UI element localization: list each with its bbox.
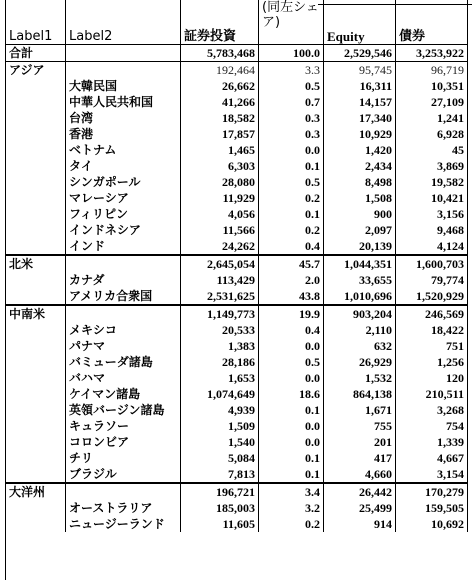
cell-bonds: 3,154 xyxy=(396,466,468,483)
cell-investment: 41,266 xyxy=(181,94,259,110)
country-row xyxy=(6,338,468,354)
cell-bonds: 18,422 xyxy=(396,322,468,338)
cell-investment: 4,939 xyxy=(181,402,259,418)
country-row xyxy=(6,434,468,450)
cell-share: 0.0 xyxy=(259,370,324,386)
cell-share: 0.1 xyxy=(259,450,324,466)
cell-investment: 2,645,054 xyxy=(181,255,259,272)
header-row xyxy=(6,0,468,45)
header-share: (同左シェア) xyxy=(259,0,324,45)
country-row xyxy=(6,142,468,158)
cell-bonds: 210,511 xyxy=(396,386,468,402)
cell-investment: 2,531,625 xyxy=(181,288,259,305)
cell-bonds: 751 xyxy=(396,338,468,354)
cell-equity: 16,311 xyxy=(324,78,396,94)
total-row xyxy=(6,45,468,62)
cell-label1 xyxy=(6,500,66,516)
cell-equity: 26,442 xyxy=(324,483,396,500)
cell-investment: 24,262 xyxy=(181,238,259,255)
cell-bonds: 9,468 xyxy=(396,222,468,238)
cell-share: 18.6 xyxy=(259,386,324,402)
cell-equity: 903,204 xyxy=(324,305,396,322)
cell-share: 0.4 xyxy=(259,238,324,255)
cell-equity: 95,745 xyxy=(324,62,396,79)
region-row xyxy=(6,305,468,322)
cell-label2: バミューダ諸島 xyxy=(66,354,181,370)
cell-label1 xyxy=(6,288,66,305)
cell-share: 0.2 xyxy=(259,516,324,532)
country-row xyxy=(6,158,468,174)
cell-bonds: 4,124 xyxy=(396,238,468,255)
cell-label1 xyxy=(6,418,66,434)
cell-share: 0.7 xyxy=(259,94,324,110)
cell-bonds: 6,928 xyxy=(396,126,468,142)
header-bonds: 債券 xyxy=(396,0,468,45)
cell-equity: 17,340 xyxy=(324,110,396,126)
cell-equity: 4,660 xyxy=(324,466,396,483)
cell-share: 0.1 xyxy=(259,206,324,222)
cell-label1 xyxy=(6,126,66,142)
header-label1: Label1 xyxy=(6,0,66,45)
cell-label2: インドネシア xyxy=(66,222,181,238)
cell-label2: コロンビア xyxy=(66,434,181,450)
country-row xyxy=(6,370,468,386)
cell-share: 3.4 xyxy=(259,483,324,500)
cell-bonds: 1,520,929 xyxy=(396,288,468,305)
country-row xyxy=(6,516,468,532)
cell-equity: 900 xyxy=(324,206,396,222)
cell-equity: 201 xyxy=(324,434,396,450)
cell-equity: 1,671 xyxy=(324,402,396,418)
cell-bonds: 159,505 xyxy=(396,500,468,516)
cell-label1 xyxy=(6,222,66,238)
cell-equity: 26,929 xyxy=(324,354,396,370)
cell-label2: 台湾 xyxy=(66,110,181,126)
investment-table xyxy=(5,0,468,532)
cell-equity: 25,499 xyxy=(324,500,396,516)
cell-label2: 中華人民共和国 xyxy=(66,94,181,110)
cell-bonds: 10,351 xyxy=(396,78,468,94)
cell-investment: 1,509 xyxy=(181,418,259,434)
country-row xyxy=(6,322,468,338)
cell-equity: 914 xyxy=(324,516,396,532)
cell-investment: 1,149,773 xyxy=(181,305,259,322)
cell-share: 3.2 xyxy=(259,500,324,516)
country-row xyxy=(6,238,468,255)
cell-label1: 北米 xyxy=(6,255,66,272)
cell-investment: 4,056 xyxy=(181,206,259,222)
cell-bonds: 4,667 xyxy=(396,450,468,466)
cell-bonds: 1,339 xyxy=(396,434,468,450)
country-row xyxy=(6,386,468,402)
cell-label1 xyxy=(6,450,66,466)
region-row xyxy=(6,62,468,79)
cell-label2: メキシコ xyxy=(66,322,181,338)
cell-bonds: 3,156 xyxy=(396,206,468,222)
cell-investment: 28,186 xyxy=(181,354,259,370)
cell-share: 3.3 xyxy=(259,62,324,79)
cell-label1: 中南米 xyxy=(6,305,66,322)
cell-label1 xyxy=(6,142,66,158)
cell-share: 0.5 xyxy=(259,354,324,370)
header-investment: 証券投資 xyxy=(181,0,259,45)
cell-equity: 2,434 xyxy=(324,158,396,174)
cell-equity: 2,110 xyxy=(324,322,396,338)
cell-share: 0.0 xyxy=(259,142,324,158)
cell-equity: 1,532 xyxy=(324,370,396,386)
cell-equity: 2,529,546 xyxy=(324,45,396,62)
cell-share: 0.2 xyxy=(259,190,324,206)
cell-label1 xyxy=(6,516,66,532)
cell-investment: 11,929 xyxy=(181,190,259,206)
cell-investment: 26,662 xyxy=(181,78,259,94)
cell-equity: 33,655 xyxy=(324,272,396,288)
cell-label1 xyxy=(6,174,66,190)
cell-share: 43.8 xyxy=(259,288,324,305)
cell-share: 0.2 xyxy=(259,222,324,238)
country-row xyxy=(6,402,468,418)
cell-label2 xyxy=(66,483,181,500)
cell-equity: 14,157 xyxy=(324,94,396,110)
cell-investment: 192,464 xyxy=(181,62,259,79)
cell-label1 xyxy=(6,370,66,386)
cell-label2: シンガポール xyxy=(66,174,181,190)
country-row xyxy=(6,272,468,288)
cell-bonds: 3,268 xyxy=(396,402,468,418)
cell-label2: カナダ xyxy=(66,272,181,288)
cell-equity: 8,498 xyxy=(324,174,396,190)
cell-label1: 大洋州 xyxy=(6,483,66,500)
cell-equity: 2,097 xyxy=(324,222,396,238)
cell-equity: 1,420 xyxy=(324,142,396,158)
cell-label2: マレーシア xyxy=(66,190,181,206)
cell-equity: 20,139 xyxy=(324,238,396,255)
country-row xyxy=(6,206,468,222)
cell-investment: 5,084 xyxy=(181,450,259,466)
cell-bonds: 170,279 xyxy=(396,483,468,500)
cell-label2 xyxy=(66,255,181,272)
cell-label2 xyxy=(66,305,181,322)
cell-investment: 196,721 xyxy=(181,483,259,500)
cell-equity: 864,138 xyxy=(324,386,396,402)
cell-equity: 632 xyxy=(324,338,396,354)
cell-label2 xyxy=(66,45,181,62)
cell-label2: アメリカ合衆国 xyxy=(66,288,181,305)
cell-label1 xyxy=(6,354,66,370)
cell-label1 xyxy=(6,338,66,354)
cell-label2: キュラソー xyxy=(66,418,181,434)
cell-investment: 20,533 xyxy=(181,322,259,338)
cell-investment: 113,429 xyxy=(181,272,259,288)
cell-label2: オーストラリア xyxy=(66,500,181,516)
cell-share: 0.0 xyxy=(259,418,324,434)
cell-label1: 合計 xyxy=(6,45,66,62)
cell-equity: 1,010,696 xyxy=(324,288,396,305)
cell-investment: 1,653 xyxy=(181,370,259,386)
country-row xyxy=(6,500,468,516)
cell-label2: パナマ xyxy=(66,338,181,354)
cell-label1 xyxy=(6,190,66,206)
country-row xyxy=(6,222,468,238)
header-label2: Label2 xyxy=(66,0,181,45)
cell-label2: 香港 xyxy=(66,126,181,142)
cell-bonds: 19,582 xyxy=(396,174,468,190)
cell-investment: 1,074,649 xyxy=(181,386,259,402)
cell-share: 0.3 xyxy=(259,126,324,142)
cell-investment: 17,857 xyxy=(181,126,259,142)
cell-investment: 11,605 xyxy=(181,516,259,532)
country-row xyxy=(6,78,468,94)
region-row xyxy=(6,483,468,500)
cell-bonds: 45 xyxy=(396,142,468,158)
cell-investment: 11,566 xyxy=(181,222,259,238)
cell-label1 xyxy=(6,94,66,110)
cell-share: 0.4 xyxy=(259,322,324,338)
cell-bonds: 120 xyxy=(396,370,468,386)
cell-label1: アジア xyxy=(6,62,66,79)
country-row xyxy=(6,110,468,126)
cell-label1 xyxy=(6,78,66,94)
cell-label1 xyxy=(6,158,66,174)
cell-bonds: 1,256 xyxy=(396,354,468,370)
cell-equity: 1,044,351 xyxy=(324,255,396,272)
cell-label2: タイ xyxy=(66,158,181,174)
cell-label1 xyxy=(6,272,66,288)
cell-label2: 大韓民国 xyxy=(66,78,181,94)
cell-label2: ベトナム xyxy=(66,142,181,158)
cell-bonds: 1,600,703 xyxy=(396,255,468,272)
country-row xyxy=(6,354,468,370)
cell-label1 xyxy=(6,238,66,255)
cell-share: 0.0 xyxy=(259,338,324,354)
cell-investment: 7,813 xyxy=(181,466,259,483)
cell-share: 0.3 xyxy=(259,110,324,126)
cell-label2: ニュージーランド xyxy=(66,516,181,532)
cell-share: 100.0 xyxy=(259,45,324,62)
cell-bonds: 27,109 xyxy=(396,94,468,110)
country-row xyxy=(6,466,468,483)
cell-investment: 6,303 xyxy=(181,158,259,174)
cell-share: 19.9 xyxy=(259,305,324,322)
cell-equity: 417 xyxy=(324,450,396,466)
cell-label1 xyxy=(6,322,66,338)
country-row xyxy=(6,126,468,142)
cell-bonds: 79,774 xyxy=(396,272,468,288)
country-row xyxy=(6,288,468,305)
cell-bonds: 1,241 xyxy=(396,110,468,126)
cell-equity: 1,508 xyxy=(324,190,396,206)
cell-bonds: 3,869 xyxy=(396,158,468,174)
cell-label1 xyxy=(6,402,66,418)
country-row xyxy=(6,450,468,466)
cell-label2: ブラジル xyxy=(66,466,181,483)
cell-label1 xyxy=(6,434,66,450)
cell-share: 0.0 xyxy=(259,434,324,450)
cell-investment: 18,582 xyxy=(181,110,259,126)
cell-equity: 755 xyxy=(324,418,396,434)
cell-bonds: 10,692 xyxy=(396,516,468,532)
cell-investment: 1,540 xyxy=(181,434,259,450)
country-row xyxy=(6,174,468,190)
cell-label2: 英領バージン諸島 xyxy=(66,402,181,418)
cell-label1 xyxy=(6,466,66,483)
cell-label2: フィリピン xyxy=(66,206,181,222)
cell-share: 2.0 xyxy=(259,272,324,288)
cell-share: 0.5 xyxy=(259,78,324,94)
cell-investment: 185,003 xyxy=(181,500,259,516)
country-row xyxy=(6,190,468,206)
cell-bonds: 96,719 xyxy=(396,62,468,79)
cell-label2 xyxy=(66,62,181,79)
cell-bonds: 3,253,922 xyxy=(396,45,468,62)
cell-bonds: 246,569 xyxy=(396,305,468,322)
country-row xyxy=(6,94,468,110)
cell-investment: 1,465 xyxy=(181,142,259,158)
cell-equity: 10,929 xyxy=(324,126,396,142)
cell-share: 45.7 xyxy=(259,255,324,272)
cell-label1 xyxy=(6,110,66,126)
cell-share: 0.1 xyxy=(259,402,324,418)
cell-investment: 5,783,468 xyxy=(181,45,259,62)
cell-label1 xyxy=(6,386,66,402)
cell-bonds: 754 xyxy=(396,418,468,434)
cell-label1 xyxy=(6,206,66,222)
cell-share: 0.1 xyxy=(259,466,324,483)
table-body xyxy=(6,45,468,533)
cell-investment: 28,080 xyxy=(181,174,259,190)
cell-share: 0.5 xyxy=(259,174,324,190)
cell-label2: バハマ xyxy=(66,370,181,386)
cell-share: 0.1 xyxy=(259,158,324,174)
cell-investment: 1,383 xyxy=(181,338,259,354)
country-row xyxy=(6,418,468,434)
header-equity: Equity xyxy=(324,0,396,45)
cell-label2: チリ xyxy=(66,450,181,466)
cell-label2: ケイマン諸島 xyxy=(66,386,181,402)
region-row xyxy=(6,255,468,272)
cell-bonds: 10,421 xyxy=(396,190,468,206)
cell-label2: インド xyxy=(66,238,181,255)
